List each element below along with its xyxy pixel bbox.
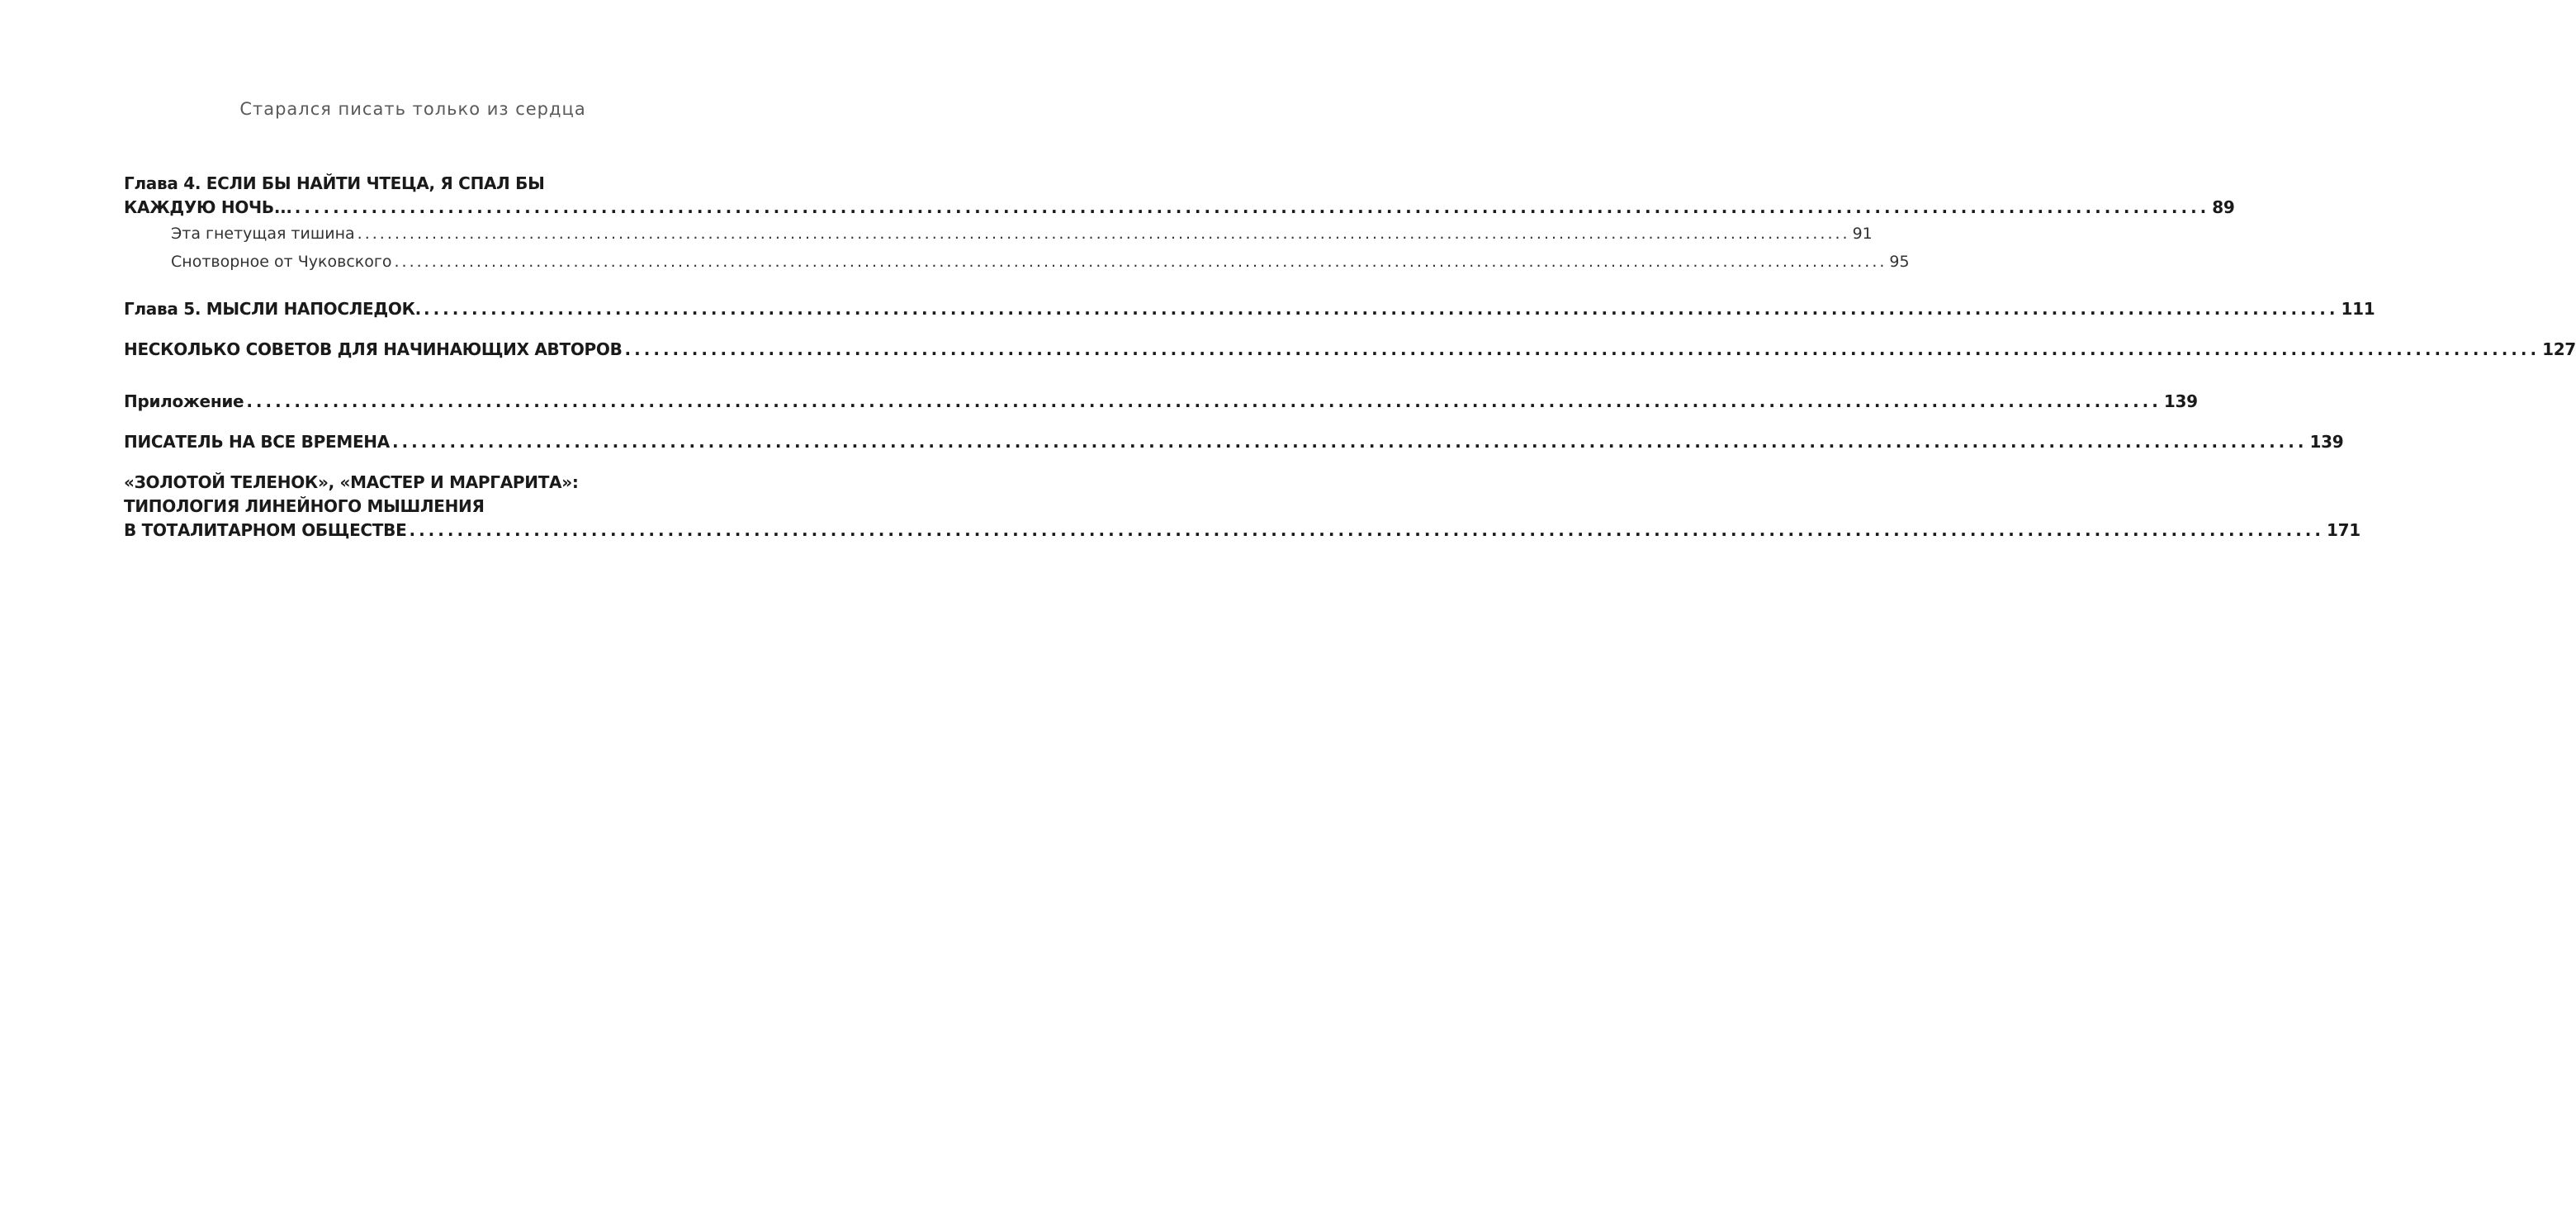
subsection-title: Эта гнетущая тишина: [171, 225, 355, 243]
appendix-title: Приложение: [124, 391, 244, 411]
table-of-contents: [124, 172, 2576, 543]
dot-leader: ........................................................................................................................................................................................................: [294, 197, 2210, 217]
dot-leader: ........................................................................................................................................................................................................: [409, 520, 2324, 540]
chapter-5-title: Глава 5. МЫСЛИ НАПОСЛЕДОК.: [124, 299, 421, 319]
toc-entry-appendix: [124, 390, 2198, 414]
dot-leader: ........................................................................................................................................................................................................: [357, 225, 1850, 243]
toc-entry-chapter-4: [124, 172, 2235, 220]
advice-page-number: 127: [2542, 339, 2576, 359]
essay-title-line-1: «ЗОЛОТОЙ ТЕЛЕНОК», «МАСТЕР И МАРГАРИТА»:: [124, 472, 579, 492]
dot-leader: ........................................................................................................................................................................................................: [391, 432, 2308, 452]
dot-leader: ........................................................................................................................................................................................................: [394, 253, 1887, 271]
dot-leader: ........................................................................................................................................................................................................: [423, 299, 2339, 319]
subsection-page-number: 95: [1889, 253, 1910, 271]
essay-title-line-2: ТИПОЛОГИЯ ЛИНЕЙНОГО МЫШЛЕНИЯ: [124, 496, 485, 516]
advice-title: НЕСКОЛЬКО СОВЕТОВ ДЛЯ НАЧИНАЮЩИХ АВТОРОВ: [124, 339, 623, 359]
toc-entry-advice: [124, 338, 2576, 362]
toc-entry-chapter-5: [124, 297, 2375, 321]
dot-leader: ........................................................................................................................................................................................................: [624, 339, 2540, 359]
chapter-5-page-number: 111: [2341, 299, 2375, 319]
essay-page-number: 171: [2327, 520, 2361, 540]
chapter-4-title-line-2: КАЖДУЮ НОЧЬ...: [124, 197, 292, 217]
toc-subentry: [124, 248, 1910, 276]
toc-subentry: [124, 220, 1873, 248]
subsection-title: Снотворное от Чуковского: [171, 253, 392, 271]
toc-entry-essay: [124, 471, 2361, 543]
subsection-page-number: 91: [1852, 225, 1873, 243]
chapter-4-page-number: 89: [2212, 197, 2235, 217]
essay-title-line-3: В ТОТАЛИТАРНОМ ОБЩЕСТВЕ: [124, 520, 407, 540]
dot-leader: ........................................................................................................................................................................................................: [246, 391, 2162, 411]
running-head: Старался писать только из сердца: [239, 99, 586, 119]
writer-title: ПИСАТЕЛЬ НА ВСЕ ВРЕМЕНА: [124, 432, 390, 452]
toc-entry-writer: [124, 430, 2344, 454]
chapter-4-title-line-1: Глава 4. ЕСЛИ БЫ НАЙТИ ЧТЕЦА, Я СПАЛ БЫ: [124, 173, 545, 193]
appendix-page-number: 139: [2163, 391, 2198, 411]
writer-page-number: 139: [2309, 432, 2344, 452]
